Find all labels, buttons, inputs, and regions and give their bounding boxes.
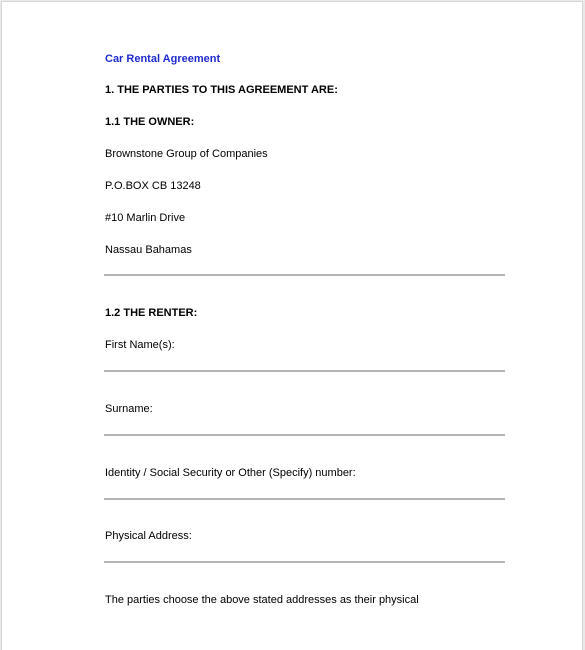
id-number-label: Identity / Social Security or Other (Specify) number: — [105, 467, 356, 479]
owner-heading: 1.1 THE OWNER: — [105, 116, 195, 128]
owner-po-box: P.O.BOX CB 13248 — [105, 180, 201, 192]
owner-street: #10 Marlin Drive — [105, 212, 186, 224]
physical-address-label: Physical Address: — [105, 530, 192, 542]
document-title: Car Rental Agreement — [105, 53, 221, 65]
id-number-field-line — [104, 498, 505, 500]
owner-city: Nassau Bahamas — [105, 244, 192, 256]
section-1-heading: 1. THE PARTIES TO THIS AGREEMENT ARE: — [105, 84, 338, 96]
document-page — [1, 1, 583, 650]
physical-address-field-line — [104, 561, 505, 563]
separator-line — [104, 274, 505, 276]
owner-name: Brownstone Group of Companies — [105, 148, 268, 160]
closing-paragraph: The parties choose the above stated addresses as their physical — [105, 594, 419, 606]
renter-heading: 1.2 THE RENTER: — [105, 307, 198, 319]
surname-field-line — [104, 434, 505, 436]
first-names-label: First Name(s): — [105, 339, 175, 351]
surname-label: Surname: — [105, 403, 153, 415]
first-names-field-line — [104, 370, 505, 372]
